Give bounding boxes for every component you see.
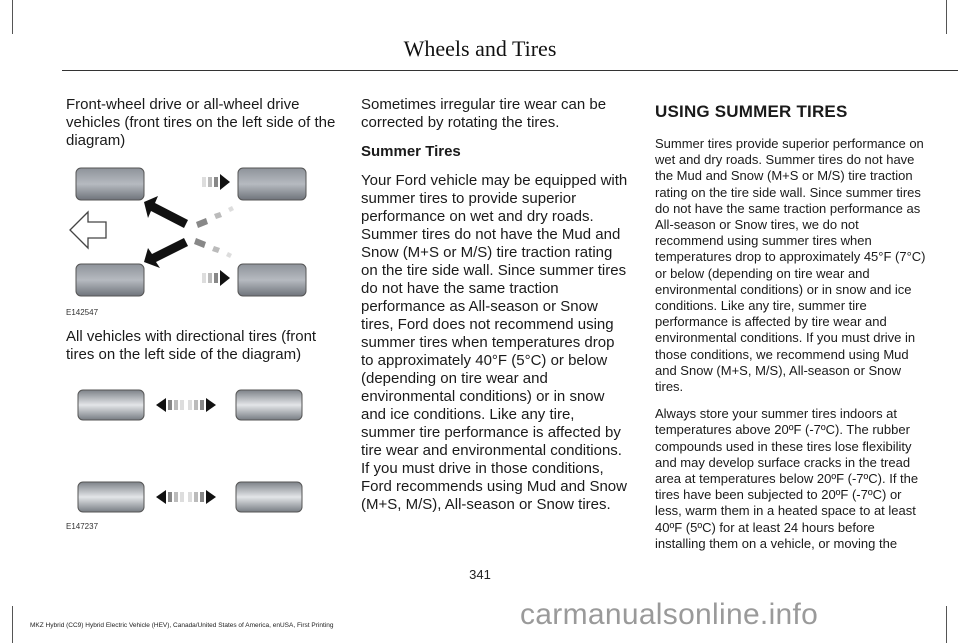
page-number: 341: [469, 567, 491, 582]
crop-mark-top-left: [12, 0, 13, 34]
swap-arrow-top: [156, 398, 216, 412]
rotation-diagram-fwd-awd-graphic: [66, 162, 336, 320]
arrow-cross-to-front-right: [144, 238, 188, 268]
crop-mark-top-right: [946, 0, 947, 34]
tire-front-left: [78, 390, 144, 420]
arrow-fade-upper: [196, 206, 234, 228]
tire-front-right: [76, 264, 144, 296]
header-divider: [62, 70, 958, 71]
summer-tires-body: Your Ford vehicle may be equipped with summer tires to provide superior performance on wet and dry roads. Summer tires do not have the Mud and Snow (M+S or M/S) tire traction rating on the tire side wall. Since summer tires do not have the same traction performance as All-season or Snow tires, Ford does not recommend using summer tires when temperatures drop to approximately 40°F (5°C) or below (depending on tire wear and environmental conditions) or in snow and ice conditions. Like any tire, summer tire performance is affected by tire wear and environmental conditions. If you must drive in those conditions, Ford recommends using Mud and Snow (M+S, M/S), All-season or Snow tires.: [361, 172, 628, 513]
column-left: [66, 96, 336, 161]
crop-mark-bottom-left: [12, 606, 13, 643]
figure2-caption: All vehicles with directional tires (front tires on the left side of the diagram): [66, 328, 317, 363]
tire-front-left: [76, 168, 144, 200]
arrow-rear-to-front-top: [202, 174, 230, 190]
summer-tires-para2: Always store your summer tires indoors at temperatures above 20ºF (-7ºC). The rubber compounds used in these tires lose flexibility and may develop surface cracks in the tread area at temperatures below 20ºF (-7ºC). If the tires have been subjected to 20ºF (-7ºC) or less, warm them in a heated space to at least 40ºF (5ºC) for at least 24 hours before installing them on a vehicle, or moving the: [655, 406, 919, 551]
watermark-logo: carmanualsonline.info: [520, 598, 819, 631]
rotation-intro: Sometimes irregular tire wear can be corrected by rotating the tires.: [361, 96, 607, 131]
crop-mark-bottom-right: [946, 606, 947, 643]
tire-rear-right: [238, 264, 306, 296]
page-title: Wheels and Tires: [403, 36, 557, 61]
publication-footer: MKZ Hybrid (CC9) Hybrid Electric Vehicle (HEV), Canada/United States of America, enUSA, First Printing: [30, 622, 334, 629]
tire-front-right: [78, 482, 144, 512]
rotation-diagram-directional-graphic: [66, 384, 336, 532]
figure1-code: E142547: [66, 308, 99, 317]
section-heading: USING SUMMER TIRES: [655, 102, 848, 121]
tire-rear-right: [236, 482, 302, 512]
figure1-caption: Front-wheel drive or all-wheel drive vehicles (front tires on the left side of the diagram): [66, 96, 336, 149]
swap-arrow-bottom: [156, 490, 216, 504]
column-middle: [361, 96, 631, 525]
forward-direction-arrow: [70, 212, 106, 248]
summer-tires-para1: Summer tires provide superior performance on wet and dry roads. Summer tires do not have the Mud and Snow (M+S or M/S) tire traction rating on the tire side wall. Since summer tires do not have the same traction performance as All-season or Snow tires, we do not recommend using summer tires when temperatures drop to approximately 45°F (7°C) or below (depending on tire wear and environmental conditions) or in snow and ice conditions. Like any tire, summer tire performance is affected by tire wear and environmental conditions. If you must drive in those conditions, we recommend using Mud and Snow (M+S, M/S), All-season or Snow tires.: [655, 136, 926, 395]
rotation-diagram-fwd-awd: [66, 162, 336, 320]
column-right: [655, 96, 927, 563]
rotation-diagram-directional: [66, 384, 336, 532]
arrow-cross-to-front-left: [144, 196, 188, 228]
tire-rear-left: [236, 390, 302, 420]
summer-tires-subheading: Summer Tires: [361, 143, 461, 160]
figure2-code: E147237: [66, 522, 99, 531]
arrow-rear-to-front-bottom: [202, 270, 230, 286]
column-left-lower: [66, 328, 336, 375]
tire-rear-left: [238, 168, 306, 200]
arrow-fade-lower: [194, 238, 232, 258]
